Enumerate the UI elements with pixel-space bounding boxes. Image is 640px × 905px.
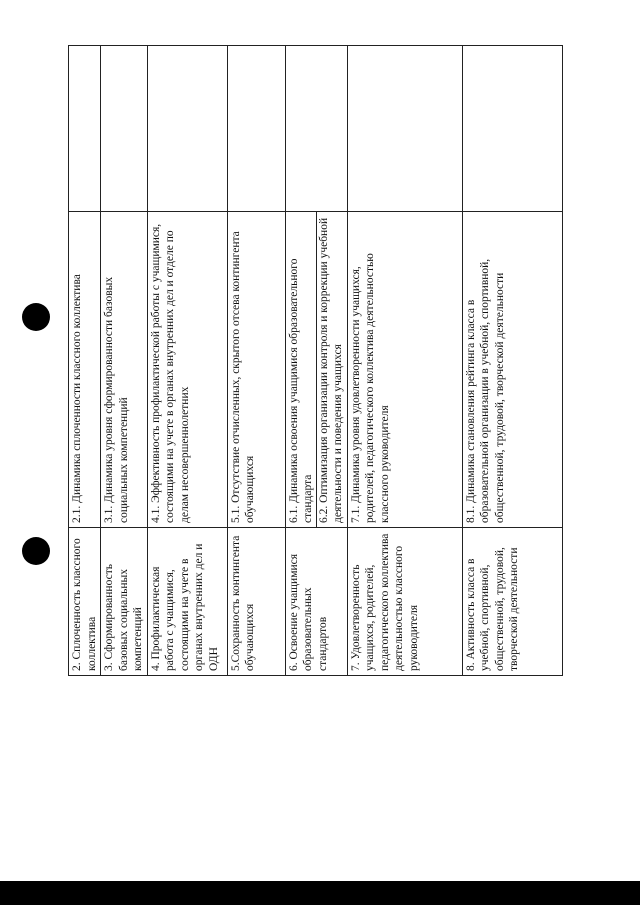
indicator-cell: [69, 212, 101, 528]
empty-cell: [147, 46, 227, 212]
empty-cell: [69, 46, 101, 212]
table-row: [285, 46, 347, 676]
table-row: [69, 46, 101, 676]
indicator-text: 7.1. Динамика уровня удовлетворенности учащихся, родителей, педагогического коллектива деятельностью классного руководителя: [349, 253, 391, 523]
indicator-cell: [462, 212, 562, 528]
table-row: [101, 46, 148, 676]
indicator-text: 8.1. Динамика становления рейтинга класса в образовательной организации в учебной, спортивной, общественной, трудовой, творческой деятельности: [464, 258, 506, 523]
indicator-cell: [227, 212, 285, 528]
empty-cell: [462, 46, 562, 212]
table-row: [227, 46, 285, 676]
criterion-cell: 5.Сохранность контингента обучающихся: [227, 528, 285, 676]
empty-cell: [101, 46, 148, 212]
criterion-cell: 7. Удовлетворенность учащихся, родителей, педагогического коллектива деятельностью классного руководителя: [347, 528, 462, 676]
criterion-cell: 2. Сплоченность классного коллектива: [69, 528, 101, 676]
table-row: [462, 46, 562, 676]
indicator-text: 4.1. Эффективность профилактической работы с учащимися, состоящими на учете в органах внутренних дел и отделе по делам несовершеннолетних: [149, 223, 191, 523]
empty-cell: [285, 46, 347, 212]
rotated-page: [68, 46, 585, 676]
indicator-text: 6.1. Динамика освоения учащимися образовательного стандарта: [287, 258, 314, 523]
criteria-table: [68, 45, 563, 676]
punch-hole: [22, 537, 50, 565]
indicator-text: 2.1. Динамика сплоченности классного коллектива: [71, 274, 83, 523]
empty-cell: [347, 46, 462, 212]
indicator-cell: [347, 212, 462, 528]
table-row: [147, 46, 227, 676]
indicator-text: 6.2. Оптимизация организации контроля и коррекции учебной деятельности и поведения учащихся: [316, 212, 346, 527]
table-row: [347, 46, 462, 676]
criterion-cell: 6. Освоение учащимися образовательных стандартов: [285, 528, 347, 676]
indicator-cell: [285, 212, 347, 528]
criterion-cell: 4. Профилактическая работа с учащимися, состоящими на учете в органах внутренних дел и ОДН: [147, 528, 227, 676]
criterion-cell: 3. Сформированность базовых социальных компетенций: [101, 528, 148, 676]
indicator-cell: [147, 212, 227, 528]
empty-cell: [227, 46, 285, 212]
criterion-cell: 8. Активность класса в учебной, спортивной, общественной, трудовой, творческой деятельности: [462, 528, 562, 676]
indicator-text: 3.1. Динамика уровня сформированности базовых социальных компетенций: [103, 276, 130, 523]
scan-edge-bar: [0, 881, 640, 905]
punch-hole: [22, 303, 50, 331]
indicator-cell: [101, 212, 148, 528]
indicator-text: 5.1. Отсутствие отчисленных, скрытого отсева контингента обучающихся: [229, 231, 256, 523]
